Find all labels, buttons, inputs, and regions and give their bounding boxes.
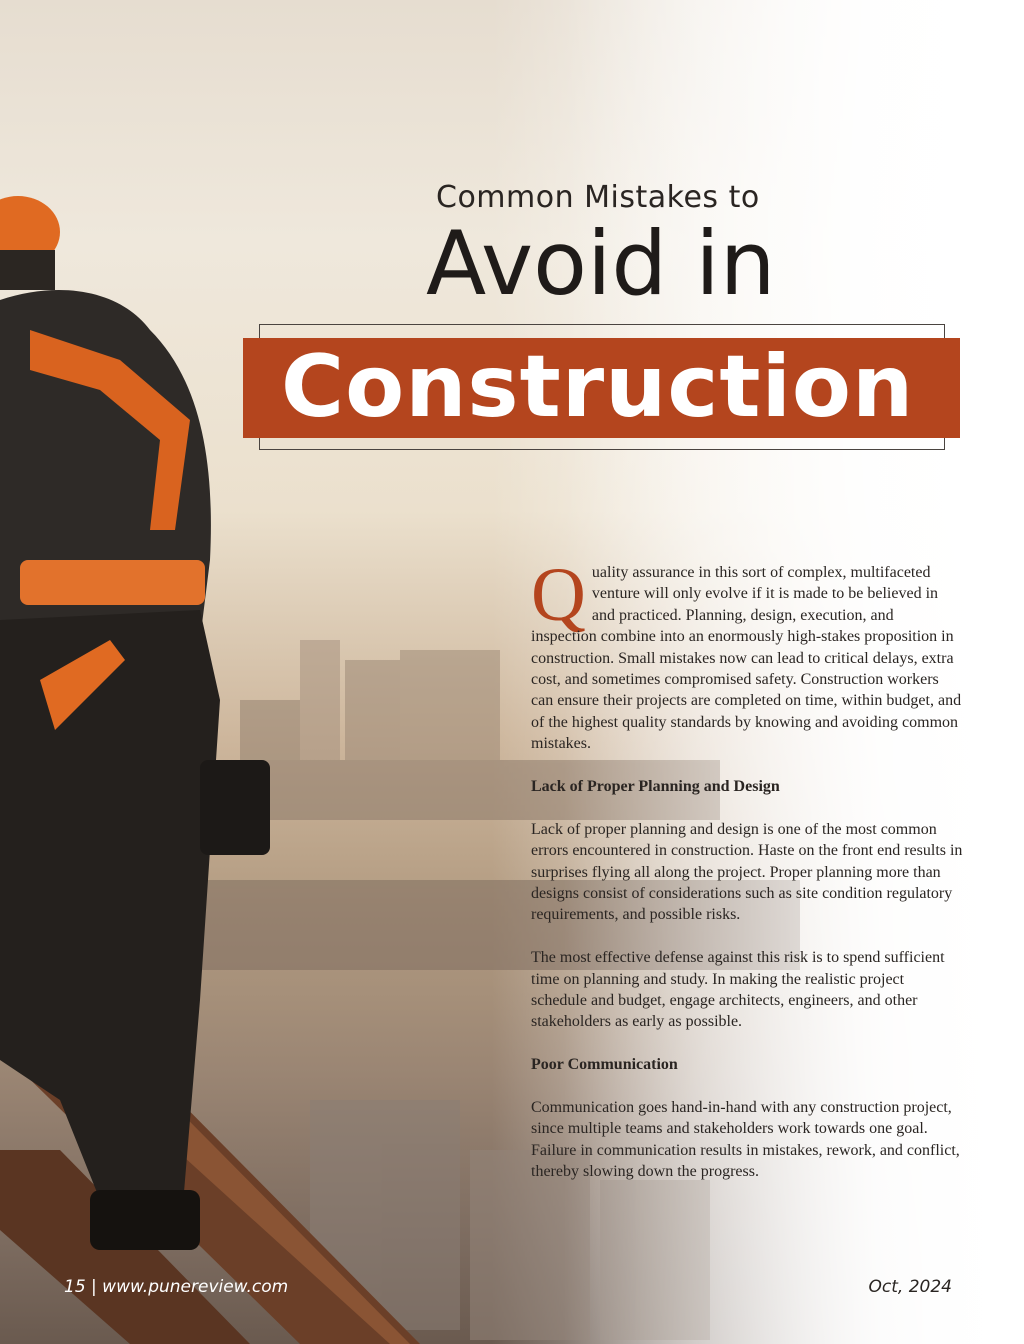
title-line-2: Avoid in bbox=[426, 212, 776, 315]
paragraph-planning-1: Lack of proper planning and design is one of the most common errors encountered in construction. Haste on the front end results in surprises flying all along the project. Proper planning more than designs consist of considerations such as site condition regulatory requirements, and possible risks. bbox=[531, 820, 963, 924]
title-line-3: Construction bbox=[281, 337, 915, 437]
section-heading-communication: Poor Communication bbox=[531, 1056, 678, 1074]
issue-date: Oct, 2024 bbox=[868, 1277, 952, 1297]
intro-text: uality assurance in this sort of complex, multifaceted venture will only evolve if it is made to be believed in and practiced. Planning, design, execution, and inspection combine into an enormously high-stakes proposition in construction. Small mistakes now can lead to critical delays, extra cost, and sometimes compromised safety. Construction workers can ensure their projects are completed on time, within budget, and of the highest quality standards by knowing and avoiding common mistakes. bbox=[531, 564, 962, 753]
title-line-1: Common Mistakes to bbox=[436, 180, 760, 215]
article-body bbox=[531, 553, 963, 1204]
page-number-url: 15 | www.punereview.com bbox=[64, 1277, 289, 1297]
paragraph-communication: Communication goes hand-in-hand with any construction project, since multiple teams and stakeholders work towards one goal. Failure in communication results in mistakes, rework, and conflict, thereby slowing down the progress. bbox=[531, 1099, 960, 1181]
section-heading-planning: Lack of Proper Planning and Design bbox=[531, 778, 780, 796]
drop-cap: Q bbox=[531, 553, 586, 637]
intro-paragraph bbox=[531, 553, 963, 755]
title-banner bbox=[243, 338, 960, 438]
paragraph-planning-2: The most effective defense against this risk is to spend sufficient time on planning and study. In making the realistic project schedule and budget, engage architects, engineers, and other stakeholders as early as possible. bbox=[531, 949, 945, 1031]
